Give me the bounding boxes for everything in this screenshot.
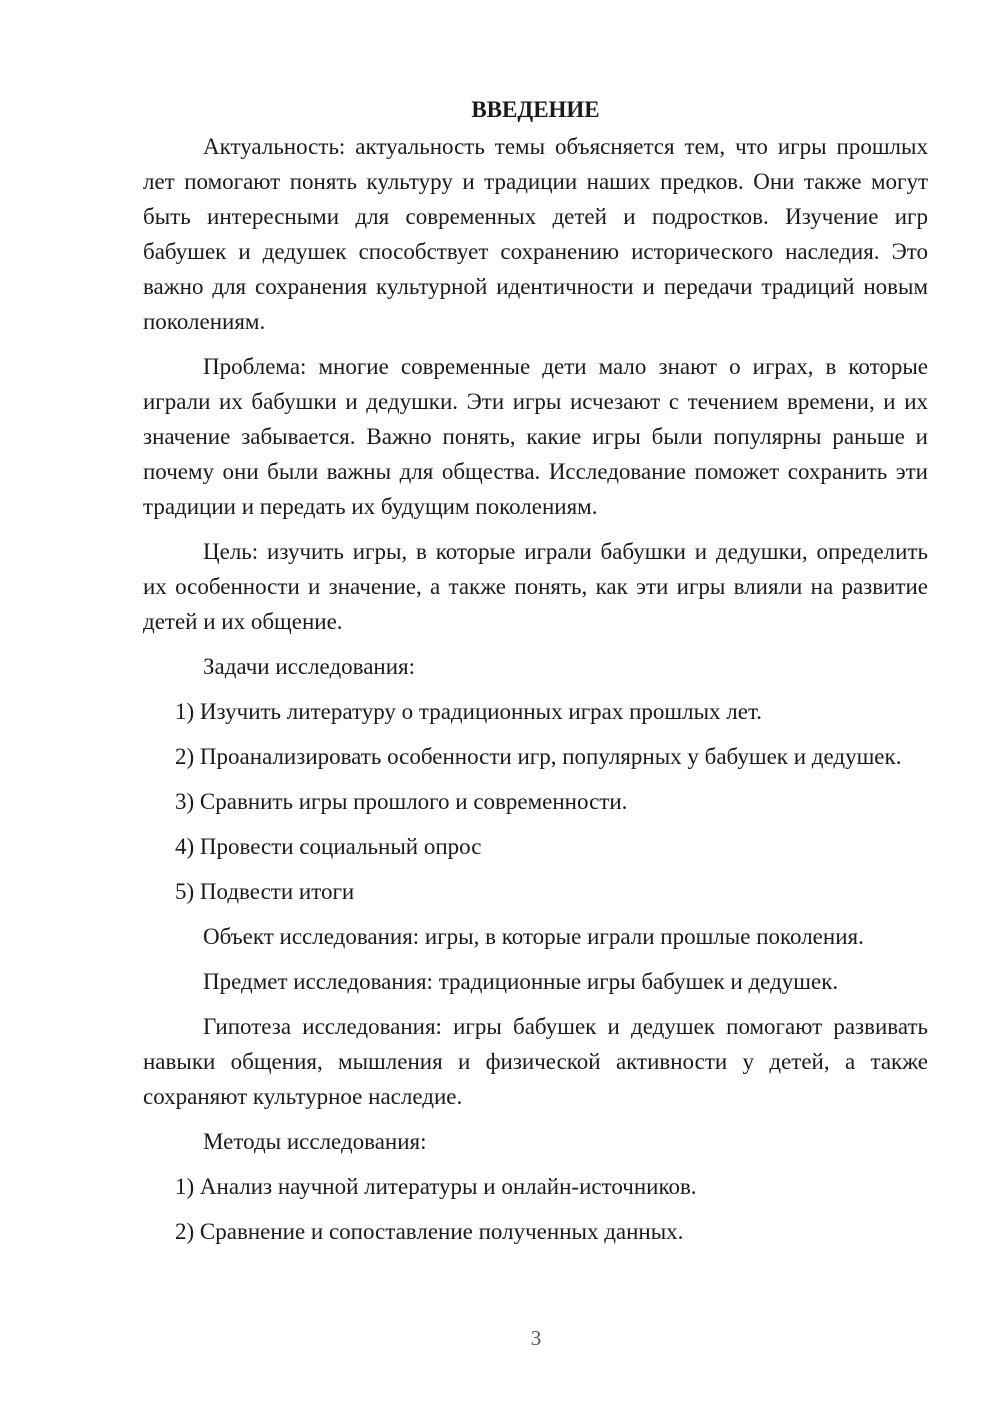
method-item-2: 2) Сравнение и сопоставление полученных данных. — [175, 1219, 684, 1244]
document-page — [143, 92, 928, 1259]
task-item-3: 3) Сравнить игры прошлого и современности. — [175, 789, 628, 814]
goal-paragraph: Цель: изучить игры, в которые играли бабушки и дедушки, определить их особенности и значение, а также понять, как эти игры влияли на развитие детей и их общение. — [143, 539, 928, 634]
subject-paragraph: Предмет исследования: традиционные игры бабушек и дедушек. — [203, 969, 839, 994]
task-item-2: 2) Проанализировать особенности игр, популярных у бабушек и дедушек. — [175, 744, 902, 769]
task-item-5: 5) Подвести итоги — [175, 879, 355, 904]
problem-paragraph: Проблема: многие современные дети мало знают о играх, в которые играли их бабушки и дедушки. Эти игры исчезают с течением времени, и их значение забывается. Важно понять, какие игры были популярны раньше и почему они были важны для общества. Исследование поможет сохранить эти традиции и передать их будущим поколениям. — [143, 354, 928, 519]
section-title: ВВЕДЕНИЕ — [471, 97, 600, 122]
relevance-paragraph: Актуальность: актуальность темы объясняется тем, что игры прошлых лет помогают понять культуру и традиции наших предков. Они также могут быть интересными для современных детей и подростков. Изучение игр бабушек и дедушек способствует сохранению исторического наследия. Это важно для сохранения культурной идентичности и передачи традиций новым поколениям. — [143, 134, 928, 334]
method-item-1: 1) Анализ научной литературы и онлайн-источников. — [175, 1174, 697, 1199]
object-paragraph: Объект исследования: игры, в которые играли прошлые поколения. — [203, 924, 864, 949]
task-item-4: 4) Провести социальный опрос — [175, 834, 482, 859]
tasks-heading: Задачи исследования: — [203, 654, 416, 679]
page-number: 3 — [530, 1326, 542, 1350]
hypothesis-paragraph: Гипотеза исследования: игры бабушек и дедушек помогают развивать навыки общения, мышления и физической активности у детей, а также сохраняют культурное наследие. — [143, 1014, 928, 1109]
task-item-1: 1) Изучить литературу о традиционных играх прошлых лет. — [175, 699, 763, 724]
methods-heading: Методы исследования: — [203, 1129, 427, 1154]
